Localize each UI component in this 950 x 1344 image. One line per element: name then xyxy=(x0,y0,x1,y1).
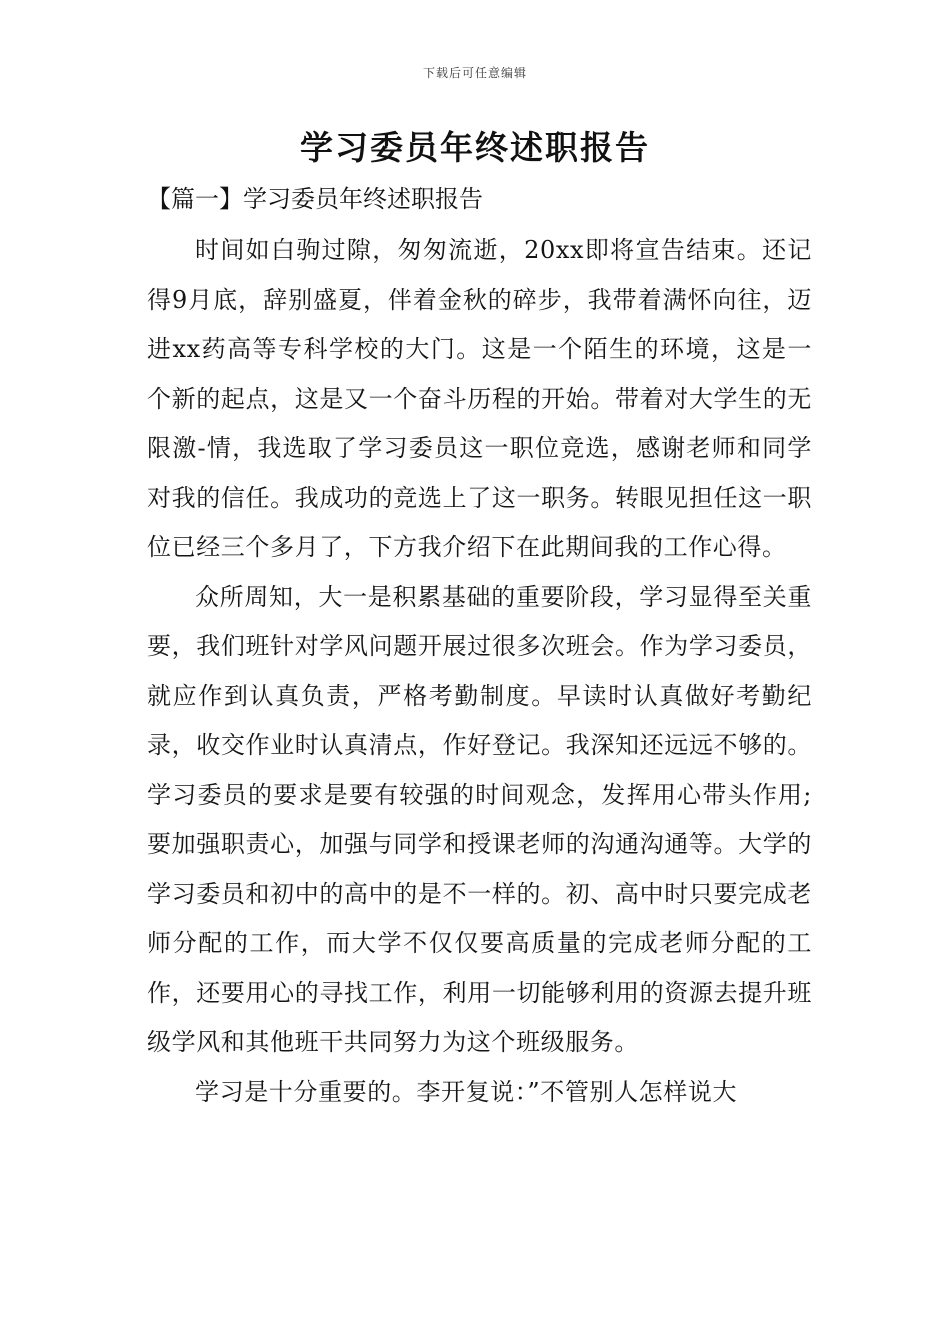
paragraph: 众所周知，大一是积累基础的重要阶段，学习显得至关重要，我们班针对学风问题开展过很多次班会。作为学习委员，就应作到认真负责，严格考勤制度。早读时认真做好考勤纪录，收交作业时认真清点，作好登记。我深知还远远不够的。学习委员的要求是要有较强的时间观念，发挥用心带头作用;要加强职责心，加强与同学和授课老师的沟通沟通等。大学的学习委员和初中的高中的是不一样的。初、高中时只要完成老师分配的工作，而大学不仅仅要高质量的完成老师分配的工作，还要用心的寻找工作，利用一切能够利用的资源去提升班级学风和其他班干共同努力为这个班级服务。 xyxy=(147,582,812,1056)
header-note: 下载后可任意编辑 xyxy=(422,66,527,80)
body-text xyxy=(147,226,812,1117)
paragraph: 学习是十分重要的。李开复说：”不管别人怎样说大 xyxy=(195,1077,738,1106)
section-heading: 【篇一】学习委员年终述职报告 xyxy=(147,185,483,213)
paragraph: 时间如白驹过隙，匆匆流逝，20xx即将宣告结束。还记得9月底，辞别盛夏，伴着金秋的碎步，我带着满怀向往，迈进xx药高等专科学校的大门。这是一个陌生的环境，这是一个新的起点，这是又一个奋斗历程的开始。带着对大学生的无限激-情，我选取了学习委员这一职位竞选，感谢老师和同学对我的信任。我成功的竞选上了这一职务。转眼见担任这一职位已经三个多月了，下方我介绍下在此期间我的工作心得。 xyxy=(147,236,812,561)
document-title: 学习委员年终述职报告 xyxy=(300,128,650,167)
